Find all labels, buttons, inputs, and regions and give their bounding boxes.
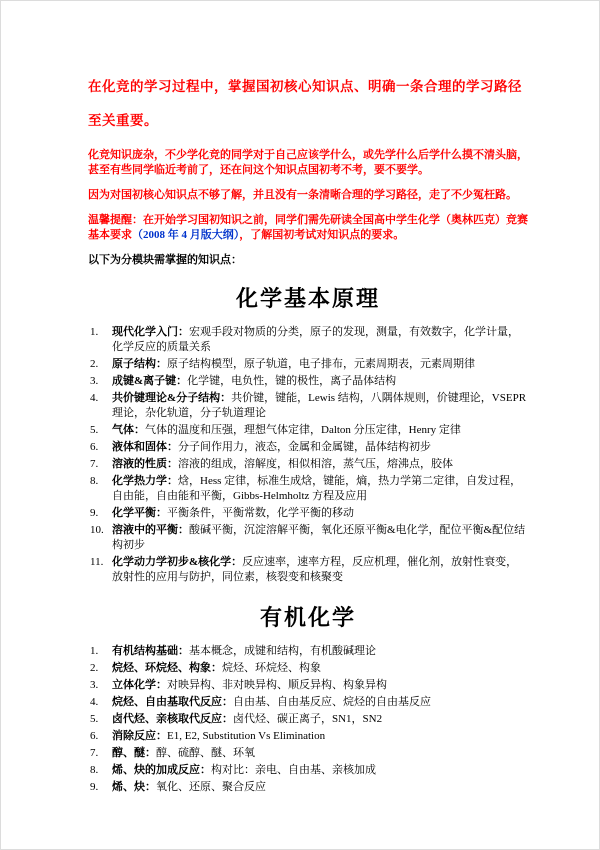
item-desc: 分子间作用力，液态，金属和金属键，晶体结构初步 [178, 441, 431, 453]
text-segment: 因为对国初核心知识点不够了解，并且没有一条清晰合理的学习路径，走了不少冤枉路。 [88, 189, 517, 201]
item-number: 8. [90, 764, 99, 776]
list-item [88, 506, 528, 521]
list-item [88, 712, 528, 727]
item-desc: 构对比：亲电、自由基、亲核加成 [211, 764, 376, 776]
list-item [88, 391, 528, 421]
list-item [88, 457, 528, 472]
item-number: 3. [90, 679, 99, 691]
list-item [88, 644, 528, 659]
item-text [112, 644, 528, 659]
item-text [112, 712, 528, 727]
item-desc: 醇、硫醇、醚、环氧 [156, 747, 255, 759]
list-item [88, 374, 528, 389]
list-item [88, 661, 528, 676]
item-number: 8. [90, 475, 99, 487]
item-number: 7. [90, 458, 99, 470]
intro-paragraph-2 [88, 148, 528, 178]
topic-list [88, 325, 528, 585]
intro-paragraph-3 [88, 188, 528, 203]
intro-paragraph-4 [88, 213, 528, 243]
item-number: 2. [90, 358, 99, 370]
item-number: 3. [90, 375, 99, 387]
list-item [88, 780, 528, 795]
list-item [88, 423, 528, 438]
item-text [112, 440, 528, 455]
item-desc: 反应速率，速率方程，反应机理，催化剂，放射性衰变，放射性的应用与防护，同位素，核裂变和核聚变 [112, 556, 518, 583]
intro-paragraph-5 [88, 253, 528, 268]
item-topic: 烷烃、自由基取代反应： [112, 696, 233, 708]
item-topic: 烷烃、环烷烃、构象： [112, 662, 222, 674]
item-number: 5. [90, 713, 99, 725]
item-desc: E1, E2, Substitution Vs Elimination [167, 730, 326, 742]
item-number: 7. [90, 747, 99, 759]
item-text [112, 555, 528, 585]
list-item [88, 678, 528, 693]
item-topic: 立体化学： [112, 679, 167, 691]
text-segment: （2008 年 4 月版大纲） [132, 229, 240, 241]
item-topic: 液体和固体： [112, 441, 178, 453]
text-segment: 在化竞的学习过程中，掌握国初核心知识点、明确一条合理的学习路径至关重要。 [88, 79, 522, 128]
item-number: 9. [90, 507, 99, 519]
item-desc: 氧化、还原、聚合反应 [156, 781, 266, 793]
item-number: 10. [90, 524, 104, 536]
item-text [112, 474, 528, 504]
item-topic: 醇、醚： [112, 747, 156, 759]
item-text [112, 357, 528, 372]
item-desc: 平衡条件，平衡常数，化学平衡的移动 [167, 507, 354, 519]
item-topic: 气体： [112, 424, 145, 436]
list-item [88, 523, 528, 553]
item-topic: 溶液中的平衡： [112, 524, 189, 536]
item-text [112, 325, 528, 355]
text-segment: ，了解国初考试对知识点的要求。 [239, 229, 405, 241]
item-text [112, 678, 528, 693]
item-desc: 溶液的组成，溶解度，相似相溶，蒸气压，熔沸点，胶体 [178, 458, 453, 470]
item-topic: 化学热力学： [112, 475, 178, 487]
item-number: 11. [90, 556, 104, 568]
list-item [88, 695, 528, 710]
item-topic: 有机结构基础： [112, 645, 189, 657]
item-topic: 卤代烃、亲核取代反应： [112, 713, 233, 725]
section-heading: 有机化学 [259, 605, 356, 630]
item-desc: 烷烃、环烷烃、构象 [222, 662, 321, 674]
intro-paragraph-1 [88, 70, 528, 138]
item-text [112, 391, 528, 421]
item-text [112, 423, 528, 438]
item-number: 1. [90, 645, 99, 657]
item-topic: 消除反应： [112, 730, 167, 742]
list-item [88, 325, 528, 355]
list-item [88, 440, 528, 455]
list-item [88, 555, 528, 585]
item-topic: 成键&离子键： [112, 375, 188, 387]
item-topic: 现代化学入门： [112, 326, 189, 338]
item-text [112, 374, 528, 389]
item-number: 6. [90, 730, 99, 742]
item-desc: 化学键，电负性，键的极性，离子晶体结构 [187, 375, 397, 387]
item-desc: 自由基、自由基反应、烷烃的自由基反应 [233, 696, 431, 708]
item-number: 4. [90, 392, 99, 404]
sections [88, 282, 528, 795]
item-topic: 化学平衡： [112, 507, 167, 519]
list-item [88, 474, 528, 504]
item-desc: 气体的温度和压强，理想气体定律，Dalton 分压定律，Henry 定律 [145, 424, 461, 436]
text-segment: 以下为分模块需掌握的知识点： [88, 254, 242, 266]
item-topic: 共价键理论&分子结构： [112, 392, 232, 404]
item-desc: 宏观手段对物质的分类，原子的发现，测量，有效数字，化学计量，化学反应的质量关系 [112, 326, 519, 353]
item-topic: 化学动力学初步&核化学： [112, 556, 243, 568]
list-item [88, 357, 528, 372]
item-text [112, 780, 528, 795]
list-item [88, 729, 528, 744]
item-number: 1. [90, 326, 99, 338]
item-text [112, 763, 528, 778]
item-desc: 共价键，键能，Lewis 结构，八隅体规则，价键理论，VSEPR 理论，杂化轨道，分子轨道理论 [112, 392, 527, 419]
text-segment: 化竞知识庞杂，不少学化竞的同学对于自己应该学什么，或先学什么后学什么摸不清头脑，甚至有些同学临近考前了，还在问这个知识点国初考不考，要不要学。 [88, 149, 528, 176]
item-text [112, 523, 528, 553]
item-desc: 基本概念，成键和结构，有机酸碱理论 [189, 645, 376, 657]
item-number: 4. [90, 696, 99, 708]
item-text [112, 457, 528, 472]
item-text [112, 661, 528, 676]
list-item [88, 746, 528, 761]
intro [88, 70, 528, 268]
item-topic: 烯、炔： [112, 781, 156, 793]
item-number: 6. [90, 441, 99, 453]
item-text [112, 506, 528, 521]
item-text [112, 746, 528, 761]
item-text [112, 695, 528, 710]
item-desc: 酸碱平衡，沉淀溶解平衡，氧化还原平衡&电化学，配位平衡&配位结构初步 [112, 524, 526, 551]
text-segment: 温馨提醒：在开始学习国初知识之前，同学们需先研读全国高中学生化学（奥林匹克）竞赛基本要求 [88, 214, 528, 241]
list-item [88, 763, 528, 778]
item-topic: 原子结构： [112, 358, 167, 370]
item-number: 9. [90, 781, 99, 793]
item-topic: 溶液的性质： [112, 458, 178, 470]
item-topic: 烯、炔的加成反应： [112, 764, 211, 776]
item-number: 2. [90, 662, 99, 674]
topic-list [88, 644, 528, 795]
item-desc: 对映异构、非对映异构、顺反异构、构象异构 [167, 679, 387, 691]
item-desc: 卤代烃、碳正离子，SN1，SN2 [233, 713, 383, 725]
item-text [112, 729, 528, 744]
item-desc: 原子结构模型，原子轨道，电子排布，元素周期表，元素周期律 [167, 358, 475, 370]
item-desc: 焓，Hess 定律，标准生成焓，键能，熵，热力学第二定律，自发过程，自由能，自由能和平衡，Gibbs-Helmholtz 方程及应用 [112, 475, 522, 502]
item-number: 5. [90, 424, 99, 436]
section-heading: 化学基本原理 [235, 286, 380, 311]
